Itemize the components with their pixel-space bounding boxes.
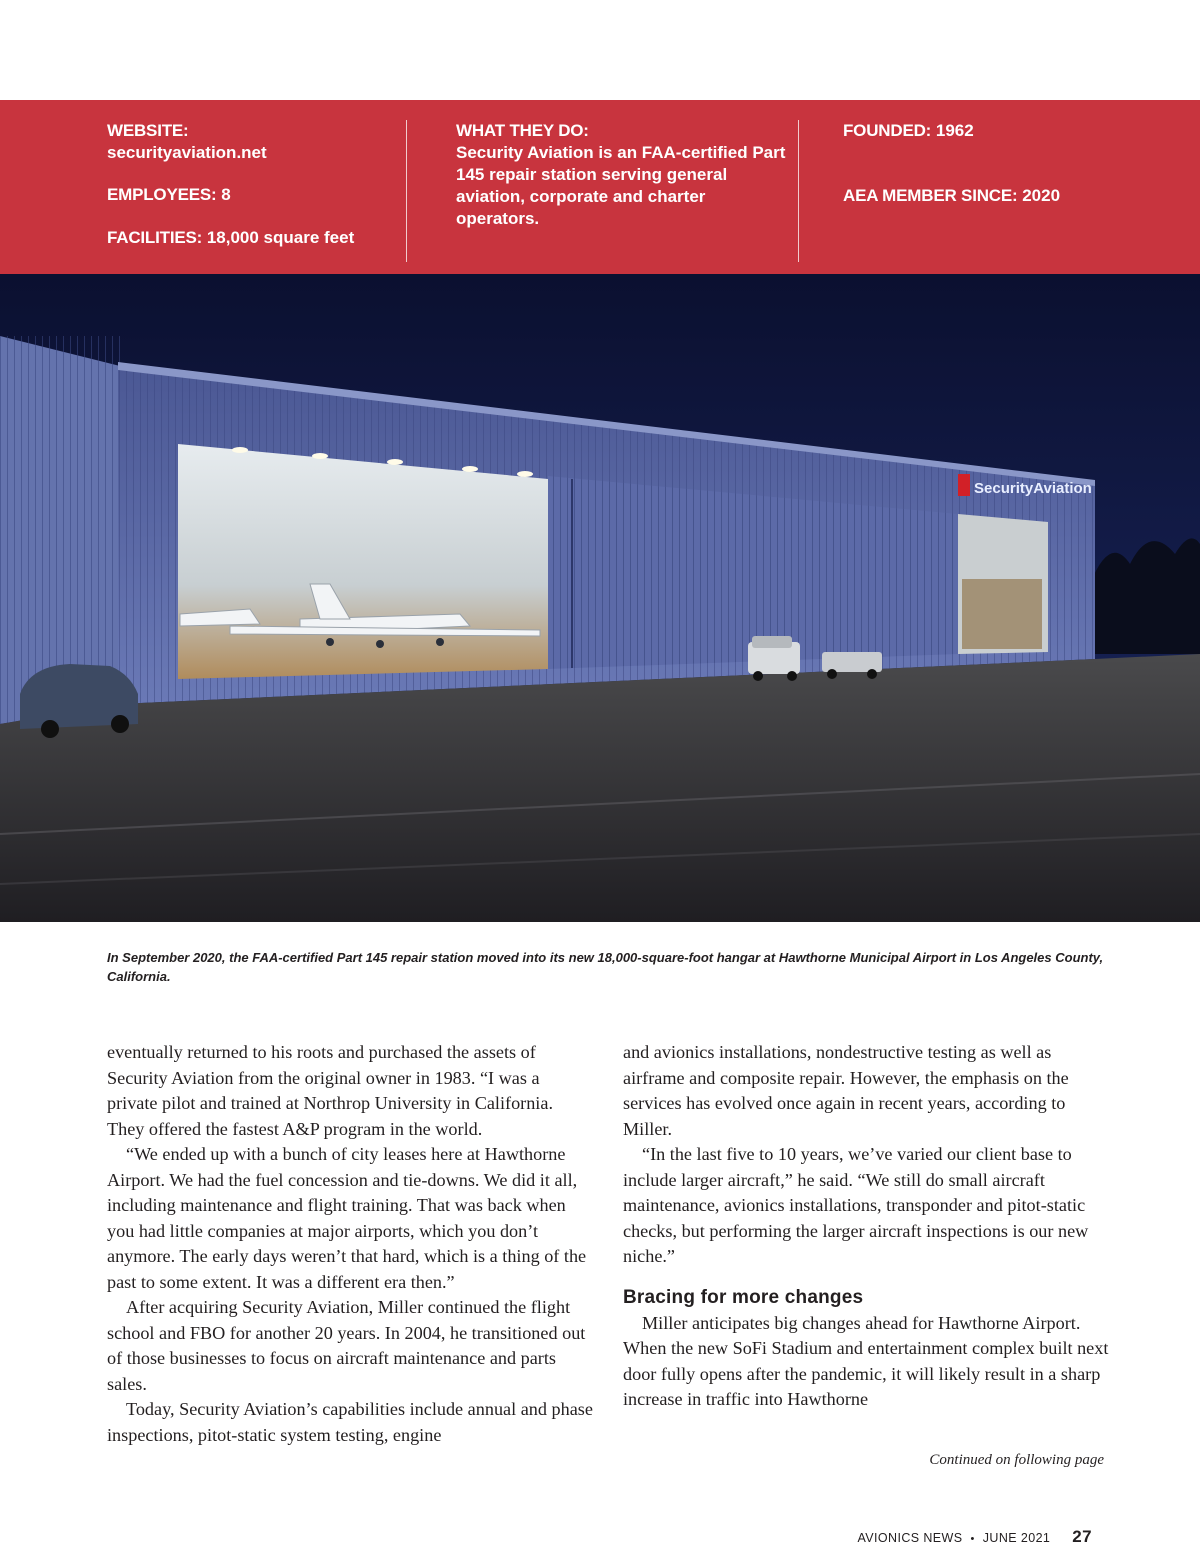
publication-name: AVIONICS NEWS: [857, 1531, 963, 1545]
founded-value: 1962: [935, 121, 974, 140]
fact-column-middle: [456, 120, 786, 230]
article-paragraph: “In the last five to 10 years, we’ve varied our client base to include larger aircraft,” he said. “We still do small aircraft maintenance, avionics installations, transponder and pitot-static checks, but performing the larger aircraft inspections is our new niche.”: [623, 1144, 1089, 1266]
facilities-label: FACILITIES:: [107, 228, 203, 247]
fact-column-left: [107, 120, 397, 269]
fact-divider: [798, 120, 799, 262]
website-fact: [107, 120, 397, 164]
article-column-left: [107, 1040, 593, 1448]
facilities-value: 18,000 square feet: [206, 228, 355, 247]
hangar-sign-text: SecurityAviation: [974, 480, 1092, 497]
article-paragraph: eventually returned to his roots and purchased the assets of Security Aviation from the original owner in 1983. “I was a private pilot and trained at Northrop University in California. They offered the fastest A&P program in the world.: [107, 1042, 553, 1139]
employees-fact: [107, 184, 397, 206]
footer-bullet: •: [970, 1533, 975, 1545]
hangar-photo-illustration: [0, 274, 1200, 922]
founded-label: FOUNDED:: [843, 121, 932, 140]
founded-fact: [843, 120, 1173, 142]
aea-member-label: AEA MEMBER SINCE:: [843, 186, 1018, 205]
company-fact-banner: [0, 100, 1200, 274]
website-label: WEBSITE:: [107, 121, 189, 140]
employees-label: EMPLOYEES:: [107, 185, 217, 204]
page-number: 27: [1072, 1527, 1092, 1546]
website-value: securityaviation.net: [107, 143, 267, 162]
what-they-do-value: Security Aviation is an FAA-certified Part 145 repair station serving general aviation, corporate and charter operators.: [456, 143, 786, 228]
employees-value: 8: [221, 185, 231, 204]
article-paragraph: Miller anticipates big changes ahead for Hawthorne Airport. When the new SoFi Stadium and entertainment complex built next door fully opens after the pandemic, it will likely result in a sharp increase in traffic into Hawthorne: [623, 1312, 1109, 1409]
facilities-fact: [107, 227, 397, 249]
photo-caption: In September 2020, the FAA-certified Part 145 repair station moved into its new 18,000-square-foot hangar at Hawthorne Municipal Airport in Los Angeles County, California.: [107, 950, 1104, 984]
fact-column-right: [843, 120, 1173, 227]
aea-member-fact: [843, 185, 1173, 207]
what-they-do-label: WHAT THEY DO:: [456, 121, 589, 140]
article-paragraph: After acquiring Security Aviation, Miller continued the flight school and FBO for another 20 years. In 2004, he transitioned out of those businesses to focus on aircraft maintenance and parts sales.: [107, 1297, 586, 1394]
article-column-right: [623, 1040, 1109, 1413]
hangar-photo: [0, 274, 1200, 922]
page-footer: [858, 1527, 1093, 1547]
section-heading: Bracing for more changes: [623, 1286, 864, 1308]
article-paragraph: and avionics installations, nondestructive testing as well as airframe and composite repair. However, the emphasis on the services has evolved once again in recent years, according to Miller.: [623, 1042, 1069, 1139]
article-paragraph: “We ended up with a bunch of city leases here at Hawthorne Airport. We had the fuel concession and tie-downs. We did it all, including maintenance and flight training. That was back when you had little companies at major airports, which you don’t anymore. The early days weren’t that hard, which is a thing of the past to some extent. It was a different era then.”: [107, 1144, 587, 1292]
issue-date: JUNE 2021: [982, 1531, 1051, 1545]
fact-divider: [406, 120, 407, 262]
article-paragraph: Today, Security Aviation’s capabilities include annual and phase inspections, pitot-static system testing, engine: [107, 1399, 593, 1445]
aea-member-value: 2020: [1022, 186, 1061, 205]
continued-note: Continued on following page: [929, 1452, 1104, 1468]
